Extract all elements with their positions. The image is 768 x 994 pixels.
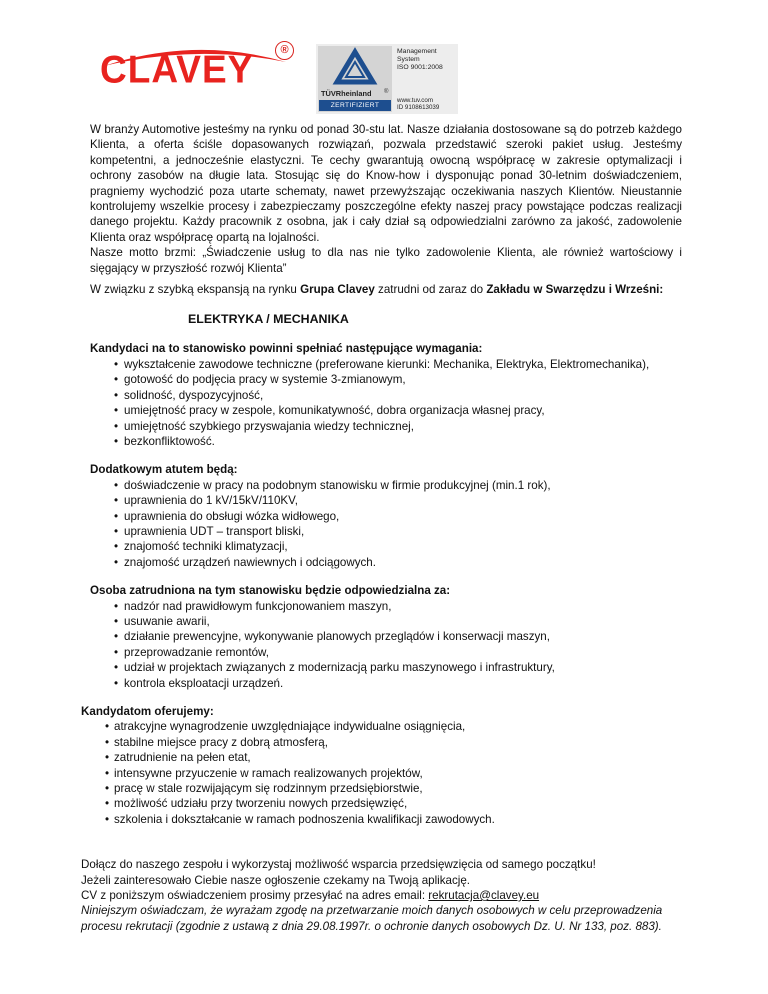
tuv-certificate	[316, 44, 458, 114]
offer-title: Kandydatom oferujemy:	[81, 705, 214, 718]
bullet-icon: •	[105, 766, 110, 780]
list-item	[81, 781, 682, 796]
management-system-label: Management System ISO 9001:2008	[397, 48, 443, 71]
tuv-triangle-icon	[318, 46, 392, 90]
bullet-icon: •	[114, 388, 119, 402]
bullet-icon: •	[114, 509, 119, 523]
offer-list	[81, 719, 682, 827]
list-item-text: uprawnienia do obsługi wózka widłowego,	[124, 509, 340, 523]
list-item	[90, 388, 682, 403]
plant-locations: Zakładu w Swarzędzu i Wrześni:	[486, 283, 664, 297]
bullet-icon: •	[114, 614, 119, 628]
list-item	[90, 614, 682, 629]
list-item-text: atrakcyjne wynagrodzenie uwzględniające indywidualne osiągnięcia,	[114, 720, 466, 734]
list-item-text: bezkonfliktowość.	[124, 434, 215, 448]
company-name: Grupa Clavey	[300, 283, 375, 297]
bullet-icon: •	[114, 524, 119, 538]
bullet-icon: •	[114, 357, 119, 371]
footer-line-3: CV z poniższym oświadczeniem prosimy przesyłać na adres email: rekrutacja@clavey.eu	[81, 889, 540, 903]
list-item	[90, 434, 682, 449]
list-item	[90, 629, 682, 644]
list-item	[90, 403, 682, 418]
bullet-icon: •	[105, 735, 110, 749]
list-item	[90, 478, 682, 493]
advantages-title: Dodatkowym atutem będą:	[90, 463, 238, 477]
list-item	[90, 524, 682, 539]
bullet-icon: •	[114, 373, 119, 387]
cert-id: ID 9108613039	[397, 104, 440, 111]
application-footer	[81, 857, 682, 934]
bullet-icon: •	[114, 555, 119, 569]
list-item-text: możliwość udziału przy tworzeniu nowych przedsięwzięć,	[114, 797, 408, 811]
list-item-text: kontrola eksploatacji urządzeń.	[124, 676, 284, 690]
motto-paragraph: Nasze motto brzmi: „Świadczenie usług to dla nas nie tylko zadowolenie Klienta, ale również wartościowy i sięgający w przyszłość rozwój Klienta”	[90, 246, 682, 275]
list-item	[90, 645, 682, 660]
list-item-text: gotowość do podjęcia pracy w systemie 3-zmianowym,	[124, 373, 406, 387]
list-item-text: umiejętność szybkiego przyswajania wiedzy technicznej,	[124, 419, 414, 433]
list-item	[90, 372, 682, 387]
bullet-icon: •	[114, 661, 119, 675]
list-item-text: szkolenia i dokształcanie w ramach podnoszenia kwalifikacji zawodowych.	[114, 812, 495, 826]
zertifiziert-label: ZERTIFIZIERT	[319, 100, 391, 111]
list-item	[81, 735, 682, 750]
bullet-icon: •	[105, 720, 110, 734]
responsibilities-section	[90, 583, 682, 691]
bullet-icon: •	[114, 434, 119, 448]
list-item-text: udział w projektach związanych z modernizacją parku maszynowego i infrastruktury,	[124, 661, 555, 675]
logo-wordmark: CLAVEY	[100, 47, 254, 92]
clavey-logo	[100, 40, 300, 100]
list-item-text: intensywne przyuczenie w ramach realizowanych projektów,	[114, 766, 423, 780]
bullet-icon: •	[114, 494, 119, 508]
bullet-icon: •	[114, 630, 119, 644]
list-item	[81, 719, 682, 734]
expansion-paragraph: W związku z szybką ekspansją na rynku Grupa Clavey zatrudni od zaraz do Zakładu w Swarzędzu i Wrześni:	[90, 283, 664, 297]
list-item-text: znajomość urządzeń nawiewnych i odciągowych.	[124, 555, 376, 569]
bullet-icon: •	[114, 676, 119, 690]
list-item-text: solidność, dyspozycyjność,	[124, 388, 264, 402]
list-item	[90, 493, 682, 508]
job-posting	[81, 122, 682, 934]
list-item	[90, 555, 682, 570]
list-item-text: nadzór nad prawidłowym funkcjonowaniem maszyn,	[124, 599, 392, 613]
list-item	[90, 357, 682, 372]
requirements-section	[90, 341, 682, 449]
list-item	[90, 419, 682, 434]
bullet-icon: •	[114, 540, 119, 554]
bullet-icon: •	[114, 645, 119, 659]
bullet-icon: •	[114, 419, 119, 433]
offer-section	[81, 704, 682, 827]
requirements-list	[90, 357, 682, 449]
list-item-text: usuwanie awarii,	[124, 614, 210, 628]
bullet-icon: •	[114, 599, 119, 613]
list-item-text: uprawnienia do 1 kV/15kV/110KV,	[124, 494, 299, 508]
advantages-section	[90, 462, 682, 570]
list-item	[90, 509, 682, 524]
bullet-icon: •	[105, 782, 110, 796]
list-item	[81, 812, 682, 827]
letterhead	[0, 0, 768, 120]
footer-line-1: Dołącz do naszego zespołu i wykorzystaj możliwość wsparcia przedsięwzięcia od samego początku!	[81, 858, 596, 872]
footer-line-2: Jeżeli zainteresowało Ciebie nasze ogłoszenie czekamy na Twoją aplikację.	[81, 873, 471, 887]
bullet-icon: •	[105, 797, 110, 811]
list-item-text: zatrudnienie na pełen etat,	[114, 751, 251, 765]
tuv-registered: ®	[384, 89, 389, 95]
tuv-badge	[318, 46, 392, 112]
advantages-list	[90, 478, 682, 570]
list-item	[90, 676, 682, 691]
intro-paragraph: W branży Automotive jesteśmy na rynku od ponad 30-stu lat. Nasze działania dostosowane są do potrzeb każdego Klienta, a oferta ściśle dopasowanych rozwiązań, pozwala przedstawić szeroki pakiet usług. Jesteśmy kompetentni, a jednocześnie elastyczni. Te cechy gwarantują owocną współpracę w zakresie optymalizacji i ochrony zasobów na długie lata. Stosując się do Know-how i dysponując ponad 30-letnim doświadczeniem, pragniemy wychodzić poza utarte schematy, nawet przewyższając oczekiwania naszych Klientów. Nieustannie kontrolujemy wszelkie procesy i zabezpieczamy poszczególne efekty naszej pracy powstające podczas realizacji danego projektu. Każdy pracownik z osobna, jak i cały dział są odpowiedzialni zarówno za jakość, zadowolenie Klienta oraz współpracę opartą na lojalności.	[90, 123, 682, 244]
list-item-text: działanie prewencyjne, wykonywanie planowych przeglądów i konserwacji maszyn,	[124, 630, 550, 644]
list-item	[81, 750, 682, 765]
list-item-text: pracę w stale rozwijającym się rodzinnym przedsiębiorstwie,	[114, 782, 423, 796]
list-item-text: uprawnienia UDT – transport bliski,	[124, 524, 305, 538]
email-link[interactable]: rekrutacja@clavey.eu	[428, 889, 540, 903]
job-title: ELEKTRYKA / MECHANIKA	[188, 312, 349, 327]
list-item	[90, 599, 682, 614]
tuv-name: TÜVRheinland	[321, 89, 372, 98]
list-item-text: znajomość techniki klimatyzacji,	[124, 540, 288, 554]
list-item-text: doświadczenie w pracy na podobnym stanowisku w firmie produkcyjnej (min.1 rok),	[124, 478, 551, 492]
registered-mark: ®	[275, 41, 294, 60]
cert-id-block	[397, 97, 457, 111]
gdpr-consent: Niniejszym oświadczam, że wyrażam zgodę na przetwarzanie moich danych osobowych w celu przeprowadzenia procesu rekrutacji (zgodnie z ustawą z dnia 29.08.1997r. o ochronie danych osobowych Dz. U. Nr 133, poz. 883).	[81, 904, 663, 933]
list-item-text: stabilne miejsce pracy z dobrą atmosferą,	[114, 735, 328, 749]
list-item	[81, 796, 682, 811]
bullet-icon: •	[105, 751, 110, 765]
bullet-icon: •	[114, 478, 119, 492]
list-item-text: wykształcenie zawodowe techniczne (preferowane kierunki: Mechanika, Elektryka, Elektromechanika),	[124, 357, 650, 371]
list-item	[81, 766, 682, 781]
list-item-text: przeprowadzanie remontów,	[124, 645, 270, 659]
list-item	[90, 660, 682, 675]
responsibilities-title: Osoba zatrudniona na tym stanowisku będzie odpowiedzialna za:	[90, 584, 451, 598]
bullet-icon: •	[105, 812, 110, 826]
list-item	[90, 539, 682, 554]
list-item-text: umiejętność pracy w zespole, komunikatywność, dobra organizacja własnej pracy,	[124, 404, 545, 418]
responsibilities-list	[90, 599, 682, 691]
cert-www: www.tuv.com	[397, 97, 433, 104]
requirements-title: Kandydaci na to stanowisko powinni spełniać następujące wymagania:	[90, 342, 483, 356]
bullet-icon: •	[114, 404, 119, 418]
